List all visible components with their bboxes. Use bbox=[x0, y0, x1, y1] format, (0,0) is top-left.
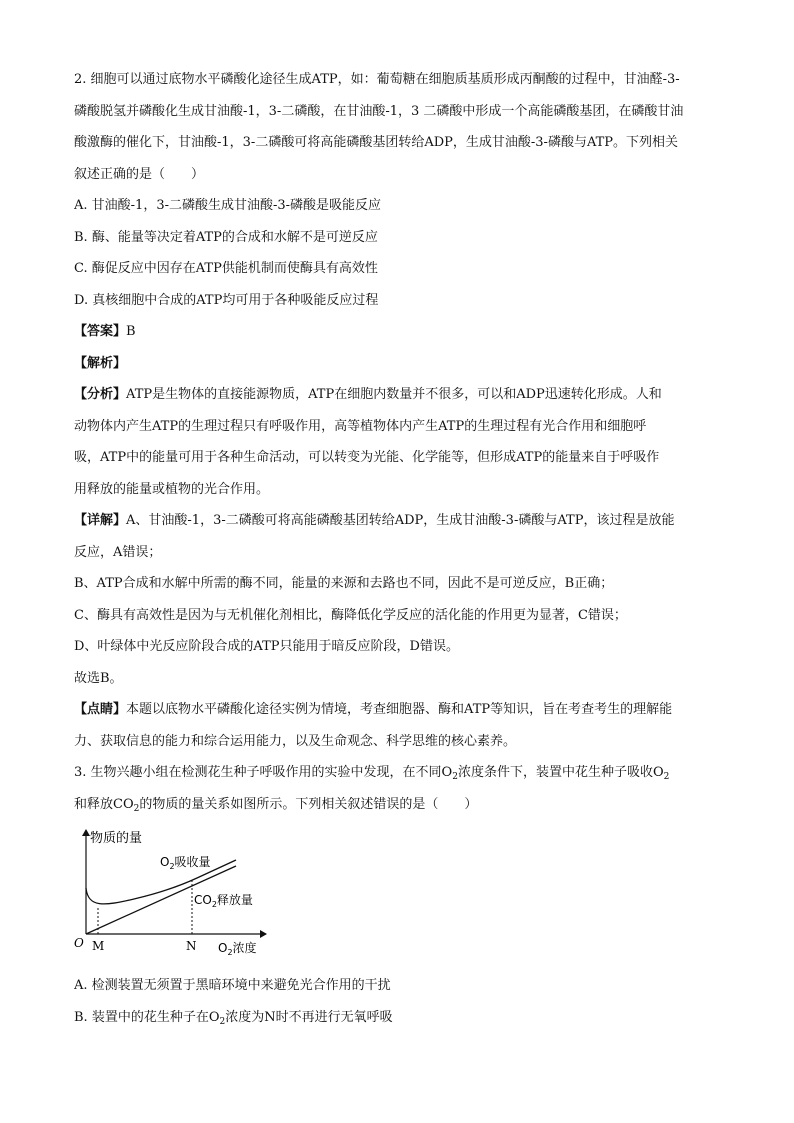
q2-fenxi-line-4: 用释放的能量或植物的光合作用。 bbox=[74, 481, 270, 497]
q3-option-b-a: B. 装置中的花生种子在O bbox=[74, 1009, 220, 1025]
o2-absorption-label: $O_2$吸收量 bbox=[160, 855, 211, 871]
q3-stem-line-2 bbox=[74, 789, 722, 821]
q3-option-a: A. 检测装置无须置于黑暗环境中来避免光合作用的干扰 bbox=[74, 978, 391, 993]
q3-option-b bbox=[74, 1002, 722, 1034]
q2-option-c: C. 酶促反应中因存在ATP供能机制而使酶具有高效性 bbox=[74, 261, 378, 276]
q2-fenxi-line-3: 吸，ATP中的能量可用于各种生命活动，可以转变为光能、化学能等，但形成ATP的能量来自于呼吸作 bbox=[74, 450, 660, 465]
q2-stem-line-4: 叙述正确的是（ ） bbox=[74, 166, 205, 182]
q2-xiangjie-line-4: C、酶具有高效性是因为与无机催化剂相比，酶降低化学反应的活化能的作用更为显著，C错误； bbox=[74, 607, 627, 623]
q2-option-a: A. 甘油酸-1，3-二磷酸生成甘油酸-3-磷酸是吸能反应 bbox=[74, 198, 382, 213]
fenxi-tag: 【分析】 bbox=[74, 387, 127, 402]
y-axis-label: 物质的量 bbox=[90, 831, 143, 846]
co2-release-label: $CO_2$释放量 bbox=[194, 893, 253, 909]
q2-option-b: B. 酶、能量等决定着ATP的合成和水解不是可逆反应 bbox=[74, 229, 378, 245]
xiangjie-tag: 【详解】 bbox=[74, 513, 127, 528]
q2-xiangjie-line-2: 反应，A错误； bbox=[74, 544, 162, 560]
q2-xiangjie-line-3: B、ATP合成和水解中所需的酶不同，能量的来源和去路也不同，因此不是可逆反应，B正确； bbox=[74, 576, 614, 591]
dianjing-tag: 【点睛】 bbox=[74, 702, 127, 717]
q2-xiangjie-line-1 bbox=[74, 505, 722, 537]
sub-2: 2 bbox=[663, 772, 670, 782]
question-3 bbox=[74, 757, 722, 1033]
q2-dianjing-line-1 bbox=[74, 694, 722, 726]
xiangjie-text-1: A、甘油酸-1，3-二磷酸可将高能磷酸基团转给ADP，生成甘油酸-3-磷酸与ATP，该过程是放能 bbox=[126, 513, 675, 528]
q2-xiangjie-line-5: D、叶绿体中光反应阶段合成的ATP只能用于暗反应阶段，D错误。 bbox=[74, 639, 459, 654]
q2-stem-line-3: 酸激酶的催化下，甘油酸-1，3-二磷酸可将高能磷酸基团转给ADP，生成甘油酸-3-磷酸与ATP。下列相关 bbox=[74, 135, 679, 150]
q2-fenxi-line-1 bbox=[74, 379, 722, 411]
q2-fenxi-line-2: 动物体内产生ATP的生理过程只有呼吸作用，高等植物体内产生ATP的生理过程有光合作用和细胞呼 bbox=[74, 418, 647, 434]
q2-analysis-heading bbox=[74, 348, 722, 380]
sub-2: 2 bbox=[219, 1016, 226, 1027]
dianjing-text-1: 本题以底物水平磷酸化途径实例为情境，考查细胞器、酶和ATP等知识，旨在考查考生的理解能 bbox=[126, 702, 673, 717]
q2-option-d: D. 真核细胞中合成的ATP均可用于各种吸能反应过程 bbox=[74, 292, 379, 308]
m-tick-label: M bbox=[92, 939, 105, 953]
o2-co2-graph bbox=[74, 826, 722, 960]
q3-option-b-b: 浓度为N时不再进行无氧呼吸 bbox=[225, 1009, 393, 1025]
content bbox=[74, 64, 722, 1033]
q3-stem-1a: 3. 生物兴趣小组在检测花生种子呼吸作用的实验中发现，在不同O bbox=[74, 765, 453, 780]
analysis-tag: 【解析】 bbox=[74, 355, 127, 371]
q2-xiangjie-line-6: 故选B。 bbox=[74, 670, 123, 686]
sub-2: 2 bbox=[133, 803, 140, 814]
q2-answer bbox=[74, 316, 722, 348]
q3-stem-1b: 浓度条件下，装置中花生种子吸收O bbox=[457, 765, 664, 780]
n-tick-label: N bbox=[186, 939, 197, 953]
answer-value: B bbox=[126, 324, 136, 339]
q3-stem-2a: 和释放CO bbox=[74, 796, 134, 812]
graph-svg bbox=[74, 826, 314, 960]
q2-stem-line-1: 2. 细胞可以通过底物水平磷酸化途径生成ATP，如：葡萄糖在细胞质基质形成丙酮酸的过程中，甘油醛-3- bbox=[74, 72, 680, 87]
origin-label: O bbox=[74, 936, 84, 950]
q2-stem-line-2: 磷酸脱氢并磷酸化生成甘油酸-1，3-二磷酸，在甘油酸-1，3 二磷酸中形成一个高能磷酸基团，在磷酸甘油 bbox=[74, 103, 684, 119]
question-2 bbox=[74, 64, 722, 757]
sub-2: 2 bbox=[452, 772, 458, 782]
q3-stem-line-1 bbox=[74, 757, 722, 789]
q2-dianjing-line-2: 力、获取信息的能力和综合运用能力，以及生命观念、科学思维的核心素养。 bbox=[74, 733, 517, 749]
fenxi-text-1: ATP是生物体的直接能源物质，ATP在细胞内数量并不很多，可以和ADP迅速转化形成。人和 bbox=[126, 387, 662, 402]
answer-tag: 【答案】 bbox=[74, 324, 127, 339]
q3-stem-2b: 的物质的量关系如图所示。下列相关叙述错误的是（ ） bbox=[139, 796, 478, 812]
x-axis-label: $O_2$浓度 bbox=[218, 941, 257, 957]
